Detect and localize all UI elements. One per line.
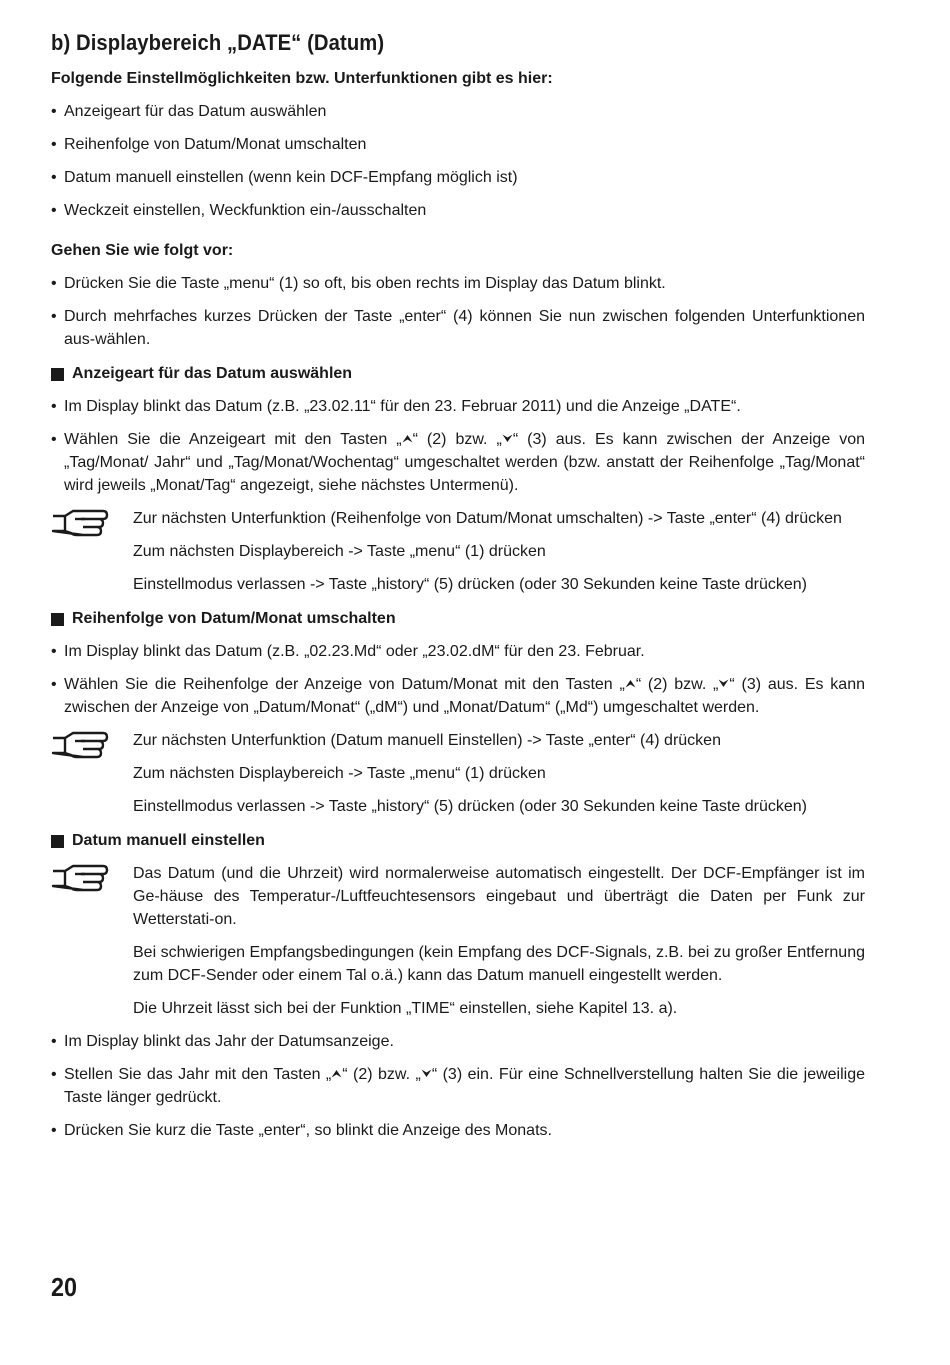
subsection-title: Reihenfolge von Datum/Monat umschalten [72,610,396,627]
hint-text: Zum nächsten Displaybereich -> Taste „menu“ (1) drücken [133,543,546,560]
list-item: • Wählen Sie die Reihenfolge der Anzeige von Datum/Monat mit den Tasten „ “ (2) bzw. „ “ (3) aus. Es kann zwischen der Anzeige von „Datum/Monat“ („dM“) und „Monat/Datum“ („Md“) umgeschaltet werden. [51,673,865,719]
procedure-label: Gehen Sie wie folgt vor: [51,242,234,259]
section2-list [51,640,865,719]
hint-text: Zum nächsten Displaybereich -> Taste „menu“ (1) drücken [133,765,546,782]
list-item: • Weckzeit einstellen, Weckfunktion ein-/ausschalten [51,199,865,222]
pointing-hand-icon [51,729,109,761]
pointing-hand-icon [51,507,109,539]
list-item: • Anzeigeart für das Datum auswählen [51,100,865,123]
arrow-down-icon [421,1069,432,1078]
subsection-heading [51,365,865,383]
hint-text: Die Uhrzeit lässt sich bei der Funktion „TIME“ einstellen, siehe Kapitel 13. a). [133,1000,678,1017]
arrow-up-icon [402,434,413,443]
list-item: • Im Display blinkt das Jahr der Datumsanzeige. [51,1030,865,1053]
subsection-title: Datum manuell einstellen [72,832,265,849]
procedure-list [51,272,865,351]
pointing-hand-icon [51,862,109,894]
list-item: • Reihenfolge von Datum/Monat umschalten [51,133,865,156]
hint-box [51,862,865,1020]
hint-box [51,729,865,818]
section3-list [51,1030,865,1142]
page-number: 20 [51,1272,78,1302]
list-item: • Stellen Sie das Jahr mit den Tasten „ “ (2) bzw. „ “ (3) ein. Für eine Schnellverstellung halten Sie die jeweilige Taste länger gedrückt. [51,1063,865,1109]
list-item: • Durch mehrfaches kurzes Drücken der Taste „enter“ (4) können Sie nun zwischen folgenden Unterfunktionen aus-wählen. [51,305,865,351]
list-item: • Im Display blinkt das Datum (z.B. „02.23.Md“ oder „23.02.dM“ für den 23. Februar. [51,640,865,663]
hint-text: Einstellmodus verlassen -> Taste „history“ (5) drücken (oder 30 Sekunden keine Taste drücken) [133,798,807,815]
list-item: • Im Display blinkt das Datum (z.B. „23.02.11“ für den 23. Februar 2011) und die Anzeige „DATE“. [51,395,865,418]
square-bullet-icon [51,368,64,381]
subsection-heading [51,610,865,628]
subsection-heading [51,832,865,850]
hint-text: Zur nächsten Unterfunktion (Datum manuell Einstellen) -> Taste „enter“ (4) drücken [133,732,721,749]
subsection-title: Anzeigeart für das Datum auswählen [72,365,353,382]
arrow-up-icon [625,679,636,688]
section-heading: b) Displaybereich „DATE“ (Datum) [51,30,385,55]
arrow-down-icon [502,434,513,443]
hint-text: Das Datum (und die Uhrzeit) wird normalerweise automatisch eingestellt. Der DCF-Empfänger ist im Ge-häuse des Temperatur-/Luftfeuchtesensors eingebaut und überträgt die Daten per Funk zur Wetterstati-on. [133,865,865,928]
document-page [51,30,865,1152]
section1-list [51,395,865,497]
list-item: • Wählen Sie die Anzeigeart mit den Tasten „ “ (2) bzw. „ “ (3) aus. Es kann zwischen der Anzeige von „Tag/Monat/ Jahr“ und „Tag/Monat/Wochentag“ umgeschaltet werden (bzw. anstatt der Reihenfolge „Tag/Monat“ wird jeweils „Monat/Tag“ angezeigt, siehe nächstes Untermenü). [51,428,865,497]
list-item: • Datum manuell einstellen (wenn kein DCF-Empfang möglich ist) [51,166,865,189]
list-item: • Drücken Sie die Taste „menu“ (1) so oft, bis oben rechts im Display das Datum blinkt. [51,272,865,295]
list-item: • Drücken Sie kurz die Taste „enter“, so blinkt die Anzeige des Monats. [51,1119,865,1142]
hint-box [51,507,865,596]
intro-label: Folgende Einstellmöglichkeiten bzw. Unterfunktionen gibt es hier: [51,70,553,87]
arrow-up-icon [331,1069,342,1078]
hint-text: Einstellmodus verlassen -> Taste „history“ (5) drücken (oder 30 Sekunden keine Taste drücken) [133,576,807,593]
square-bullet-icon [51,835,64,848]
intro-list [51,100,865,222]
arrow-down-icon [718,679,729,688]
square-bullet-icon [51,613,64,626]
hint-text: Bei schwierigen Empfangsbedingungen (kein Empfang des DCF-Signals, z.B. bei zu großer Entfernung zum DCF-Sender oder einem Tal o.ä.) kann das Datum manuell eingestellt werden. [133,944,865,984]
hint-text: Zur nächsten Unterfunktion (Reihenfolge von Datum/Monat umschalten) -> Taste „enter“ (4) drücken [133,510,842,527]
